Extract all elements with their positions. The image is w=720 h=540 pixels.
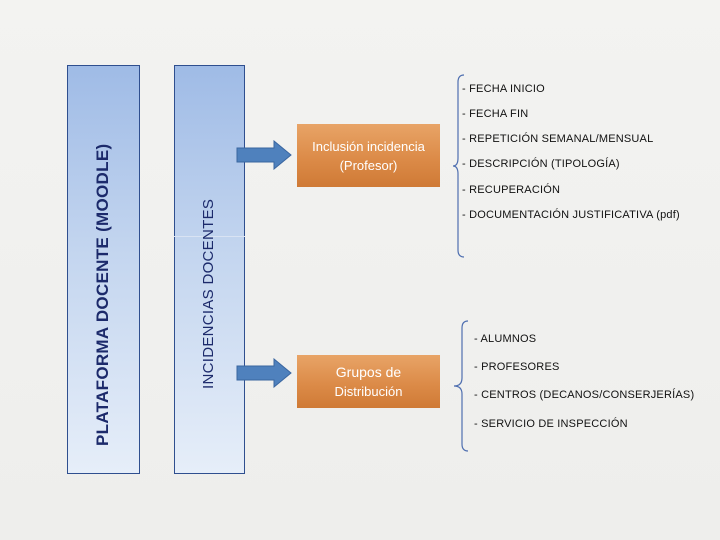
list-item: - CENTROS (DECANOS/CONSERJERÍAS)	[474, 389, 695, 401]
box-line: Grupos de	[335, 363, 402, 380]
platform-panel-title: PLATAFORMA DOCENTE (MOODLE)	[93, 143, 112, 446]
list-item: - RECUPERACIÓN	[462, 184, 561, 196]
right-arrow-icon	[236, 140, 292, 170]
box-line: Inclusión incidencia	[312, 138, 425, 154]
inclusion-incidencia-box	[297, 124, 440, 187]
list-item: - FECHA INICIO	[462, 83, 545, 95]
list-item: - FECHA FIN	[462, 108, 529, 120]
right-arrow-icon	[236, 358, 292, 388]
left-brace-icon	[452, 320, 470, 452]
list-item: - DOCUMENTACIÓN JUSTIFICATIVA (pdf)	[462, 209, 680, 221]
box-line: Distribución	[334, 383, 403, 399]
list-item: - SERVICIO DE INSPECCIÓN	[474, 418, 628, 430]
list-item: - PROFESORES	[474, 361, 560, 373]
list-item: - REPETICIÓN SEMANAL/MENSUAL	[462, 133, 654, 145]
grupos-distribucion-box	[297, 355, 440, 408]
box-line: (Profesor)	[339, 157, 398, 173]
list-item: - DESCRIPCIÓN (TIPOLOGÍA)	[462, 158, 620, 170]
incidencias-panel-title: INCIDENCIAS DOCENTES	[200, 198, 217, 389]
list-item: - ALUMNOS	[474, 333, 537, 345]
